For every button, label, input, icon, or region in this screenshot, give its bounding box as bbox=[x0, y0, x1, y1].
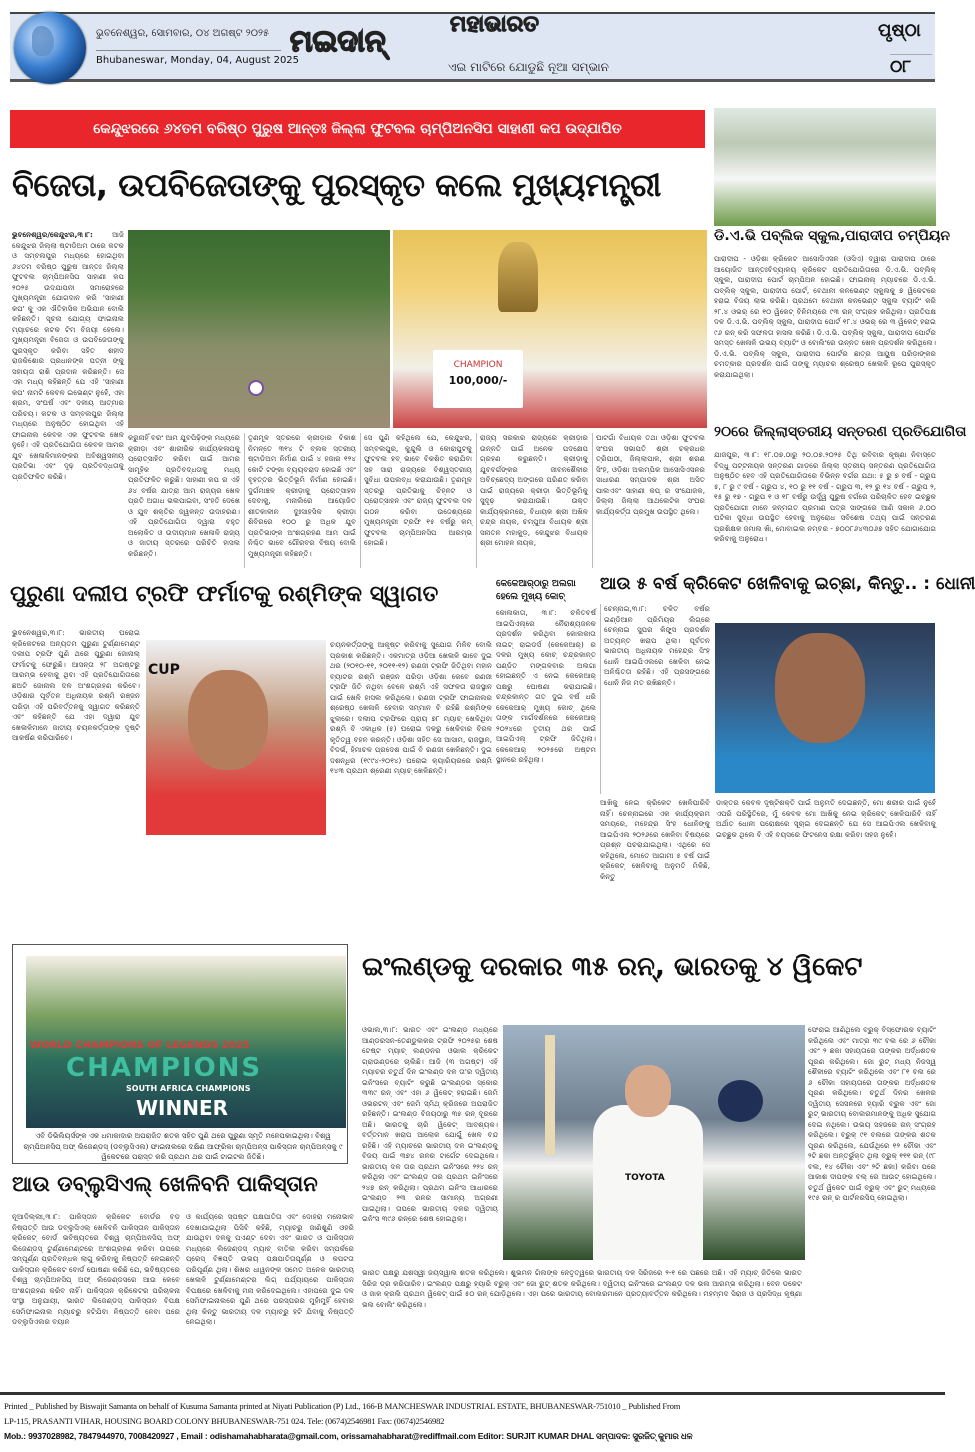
lead-kicker: କେନ୍ଦୁଝରରେ ୬୪ତମ ବରିଷ୍ଠ ପୁରୁଷ ଆନ୍ତଃ ଜିଲ୍ଲା ଫୁଟବଲ ଚାମ୍ପିଅନସିପ ସାହାଣୀ କପ ଉଦ୍‌ଯାପିତ bbox=[10, 110, 705, 148]
photo-trophy-presentation bbox=[393, 230, 707, 428]
wcl-caption: ଏବି ଡିଭିଲିୟର୍ସଙ୍କ ଏକ ଧମାକାଦାର ଅପରାଜିତ ଶତକ ସହିତ ପୁଣି ଥରେ ପୁରୁଣା ସ୍ମୃତି ମନେପକାଇଥିଲା। ବିଶ୍ୱ ଚାମ୍ପିଅନସିପ୍ ଅଫ୍ ଲିଜେଣ୍ଡସ୍ (ଡବ୍ଲୁସିଏଲ) ଫାଇନାଲରେ ଦକ୍ଷିଣ ଆଫ୍ରିକା ଚାମ୍ପିଅନ୍ସ ପାକିସ୍ତାନ ଚାମ୍ପିଅନ୍ସକୁ ୯ ୱିକେଟରେ ପରାସ୍ତ କରି ପ୍ରଥମ ଥର ପାଇଁ ଟାଇଟଲ ଜିତିଛି। bbox=[23, 1131, 343, 1161]
dhoni-col-2: ଆଖିକୁ ନେଇ କ୍ରିକେଟ ଖେଳିପାରିବି ନାହିଁ। ଚେନ୍ନାଇରେ ଏକ କାର୍ଯ୍ୟକ୍ରମ ସମୟରେ, ମହେନ୍ଦ୍ର ସିଂହ ଧୋନିଙ୍କୁ ଆଇପିଏଲ ୨୦୨୬ରେ ଖେଳିବା ବିଷୟରେ ପ୍ରଶ୍ନ ପଚରାଯାଇଥିଲା। ଏଥିରେ ସେ କହିଥିଲେ, ମୋତେ ଆଗାମୀ ୫ ବର୍ଷ ପାଇଁ କ୍ରିକେଟ୍ ଖେଳିବାକୁ ଅନୁମତି ମିଳିଛି, କିନ୍ତୁ bbox=[600, 798, 710, 881]
cheque-amount: 100,000/- bbox=[448, 374, 508, 387]
newspaper-brand: ମହାଭାରତ bbox=[450, 12, 539, 37]
eng-col-2: ଭାରତ ପକ୍ଷରୁ ଯଶସ୍ୱୀ ଜୟସ୍ୱାଲ ଶତକ କରିଥିଲେ। ଶୁଭମନ ଗିଲଙ୍କ ନେତୃତ୍ୱରେ ଭାରତୀୟ ଦଳ ସିରିଜରେ ୨-୧ ରେ ପଛରେ ଅଛି। ଏହି ମ୍ୟାଚ୍ ଜିତିଲେ ଭାରତ ସିରିଜ ଡ୍ର କରିପାରିବ। ଇଂଲଣ୍ଡ ପକ୍ଷରୁ ହ୍ୟାରି ବ୍ରୁକ୍ ଏବଂ ଜୋ ରୁଟ୍ ଶତକ କରିଥିଲେ। ଦ୍ୱିତୀୟ ଇନିଂସରେ ଇଂଲଣ୍ଡ ଦଳ ଭଲ ଆରମ୍ଭ କରିଥିଲା। ବେନ ଡକେଟ ଓ ଜାକ କ୍ରଲି ପ୍ରଥମ ୱିକେଟ୍ ପାଇଁ ୫୦ ରନ୍ ଯୋଡ଼ିଥିଲେ। ଏହା ପରେ ଭାରତୀୟ ବୋଲରମାନେ ପ୍ରତ୍ୟାବର୍ତ୍ତନ କରିଥିଲେ। ମହମ୍ମଦ ସିରାଜ ଓ ପ୍ରସିଦ୍ଧ କୃଷ୍ଣା ଭଲ ବୋଲିଂ କରିଥିଲେ। bbox=[362, 1268, 802, 1309]
ranji-headline: ପୁରୁଣା ଦଲୀପ ଟ୍ରଫି ଫର୍ମାଟକୁ ରଶ୍ମିଙ୍କ ସ୍ୱାଗତ bbox=[10, 582, 439, 607]
lead-col-1 bbox=[12, 230, 124, 570]
imprint-line-1: Printed _ Published by Biswajit Samanta on behalf of Kusuma Samanta printed at Niyati Publication (P) Ltd., 166-B MANCHESWAR INDUSTRIAL ESTATE, BHUBANESWAR-751010 _ Published From bbox=[4, 1401, 681, 1411]
photo-backdrop-text: CUP bbox=[148, 662, 180, 678]
bat-icon bbox=[545, 1035, 555, 1155]
tagline: ଏଇ ମାଟିରେ ଯୋଡୁଛି ନୂଆ ସମ୍ଭାନ bbox=[448, 60, 609, 74]
school-headline: ଡି.ଏ.ଭି ପବ୍ଲିକ ସ୍କୁଲ,ପାରାଦୀପ ଚମ୍ପିୟନ bbox=[714, 228, 951, 244]
kkr-headline-line1: କେକେଆର୍‌ଠାରୁ ଅଲଗା bbox=[496, 579, 576, 589]
lead-col-1-text: ଆଜି କେନ୍ଦୁଝର ଜିଲ୍ଲା ଷ୍ଟାଡିଅମ ଠାରେ କଟକ ଓ ସମ୍ବଲପୁର ମଧ୍ୟରେ ହୋଇଥିବା ୬୪ତମ ବରିଷ୍ଠ ପୁରୁଷ ଆନ୍ତଃ ଜିଲ୍ଲା ଫୁଟବଲ ଚାମ୍ପିଅନସିପ ସାହାଣୀ କପ ୨୦୨୫ ଉଦଯାପନୀ ସମାରୋହରେ ମୁଖ୍ୟମନ୍ତ୍ରୀ ଯୋଗଦାନ କରି 'ସାହାଣୀ କପ' କୁ ଏକ ଐତିହାସିକ ଅଭିଯାନ ବୋଲି କହିଛନ୍ତି। ସୂଚନା ଯୋଗ୍ୟ ଫାଇନାଲ ମ୍ୟାଚରେ କଟକ ଟିମ ବିଜୟୀ ହେଲେ। ମୁଖ୍ୟମନ୍ତ୍ରୀ ବିଜେତା ଓ ଉପବିଜେତାଙ୍କୁ ପୁରସ୍କୃତ କରିବା ସହିତ ଶହୀଦ ରାଜକିଶୋର ପ୍ରଧାନଙ୍କ ପତ୍ନୀ ଙ୍କୁ ସହାୟତା ରାଶି ପ୍ରଦାନ କରିଛନ୍ତି। ସେ ଏହା ମଧ୍ୟ କହିଛନ୍ତି ଯେ ଏହି 'ସାହାଣୀ କପ' ନାମଟି କେବଳ ଇଭେଣ୍ଟ ନୁହେଁ, ଏହା ଶ୍ରମ, ସଂଘର୍ଷ ଏବଂ ଦଳୀୟ ଆତ୍ମାର ପରିଚୟ। କଟକ ଓ ସମ୍ବଲପୁର ଜିଲ୍ଲା ମଧ୍ୟରେ ଅନୁଷ୍ଠିତ ହୋଇଥିବା ଏହି ଫାଇନାଲ କେବଳ ଏକ ଫୁଟବଲ ଖେଳ ନୁହେଁ। ଏହି ପ୍ରତିଯୋଗିତା କେବଳ ଆମର ଯୁବ ଖେଳାଳିମାନଙ୍କର ଅବିଶ୍ୱସନୀୟ ପ୍ରତିଭା ଏବଂ ଦୃଢ଼ ପ୍ରତିବଦ୍ଧତାକୁ ପ୍ରତିଫଳିତ କରିଛି। bbox=[12, 230, 124, 481]
pak-headline: ଆଉ ଡବ୍ଲୁସିଏଲ୍ ଖେଳିବନି ପାକିସ୍ତାନ bbox=[12, 1172, 318, 1196]
ranji-col-2: ଚୟନକର୍ତ୍ତାଙ୍କୁ ଆକୃଷ୍ଟ କରିବାକୁ ସୁଯୋଗ ମିଳିବ ବୋଲି ପ୍ରକାଶ କରିଛନ୍ତି। ଏକମାତ୍ର ଓଡ଼ିଆ ଖେଳାଳି ଭାବେ ଦୁଇ ଥର (୨୦୧୦-୧୧, ୨୦୧୧-୧୨) ରଣଜୀ ଟ୍ରଫି ଜିତିଥିବା ମହାନ ବ୍ୟାଟର ରଶ୍ମି ରଞ୍ଜନ ପରିଡ଼ା ଓଡ଼ିଶା କେବେ ରଣଜୀ ଟ୍ରଫି ଜିତି ନଥିବା ବେଳେ ରଶ୍ମି ଏହି ସଫଳତା ରାଜସ୍ଥାନ ପାଇଁ ଖେଳି ହାସଲ କରିଥିଲେ। ରଣଜୀ ଟ୍ରଫି ଫାଇନାଲର ଶ୍ରେଷ୍ଠ ଖେଳାଳି ହେବାର ସମ୍ମାନ ବି ରହିଛି ରଶ୍ମିଙ୍କ ଝୁଲାରେ। ଦଲୀପ ଟ୍ରଫିରେ ପ୍ରାୟ ୭୮ ମ୍ୟାଚ୍ ଖେଳିଥିବା ରଶ୍ମି ବି ଏକାଧିକ (୫) ଘରୋଇ ଦଳରୁ ଖେଳିବାର ବିରଳ କୃତିତ୍ୱ ବହନ କରନ୍ତି। ଓଡ଼ିଶା ସହିତ ସେ ଆସାମ, ରାଜସ୍ଥାନ, ବିଦର୍ଭ, ହିମାଚଳ ପ୍ରଦେଶ ପାଇଁ ବି ରଣଜୀ ଖେଳିଛନ୍ତି। ଦୁଇ ଦଶନ୍ଧିର (୧୯୯୪-୨୦୧୪) ଘରୋଇ କ୍ୟାରିୟରରେ ରଶ୍ମି ୧୪୩ ପ୍ରଥମ ଶ୍ରେଣୀ ମ୍ୟାଚ୍ ଖେଳିଛନ୍ତି। bbox=[330, 640, 492, 775]
imprint-footer bbox=[0, 1392, 945, 1452]
lead-col-6: ଘାଟଗାଁ ବିଧାୟକ ତଥା ଓଡ଼ିଶା ଫୁଟବଲ ସଂଘର ସଭାପତି ଶ୍ରୀ ଚକ୍ରଧର ତ୍ରିପାଠୀ, ଜିଲ୍ଲାପାଳ, ଶ୍ରୀ ଶରଣ ସିଂହ, ଓଡ଼ିଶା ଅଲମ୍ପିକ ଆସୋସିଏସନର ସାଧାରଣ ସମ୍ପାଦକ ଶ୍ରୀ ଅସିତ ପାଲଏବଂ ସାହାଣୀ କପ୍ ର ସଂଯୋଜକ, ଜିଲ୍ଲା ଜିଲ୍ଲା ଆଥଲେଟିକ ସଂଘର କାର୍ଯ୍ୟକର୍ତ୍ତା ପ୍ରମୁଖ ଉପସ୍ଥିତ ଥିଲେ। bbox=[592, 433, 705, 568]
imprint-line-3 bbox=[4, 1429, 941, 1444]
dhoni-col-3: ଡାକ୍ତର କେବଳ ଦୃଷ୍ଟିଶକ୍ତି ପାଇଁ ଅନୁମତି ଦେଇଛନ୍ତି, ମୋ ଶରୀର ପାଇଁ ନୁହେଁ ଏପରି ପରିସ୍ଥିତିରେ, ମୁଁ କେବଳ ମୋ ଆଖିକୁ ନେଇ କ୍ରିକେଟ୍ ଖେଳିପାରିବି ନାହିଁ ଅର୍ଥାତ ଧୋନୀ ପରୋକ୍ଷରେ ସୂଚାଇ ଦେଇଛନ୍ତି ଯେ ସେ ଆଇପିଏଲ ଖେଳିବାକୁ ଇଚ୍ଛୁକ ଥିଲେ ବି ଏହି ବୟସରେ ଫିଟନେସ ରକ୍ଷା କରିବା ସହଜ ନୁହେଁ। bbox=[716, 798, 936, 839]
section-name: ମଇଦାନ୍ bbox=[290, 24, 386, 59]
photo-school-team bbox=[714, 108, 936, 226]
lead-col-3: ତୃଣମୂଳ ସ୍ତରରେ କ୍ରୀଡ଼ାର ବିକାଶ ନିମନ୍ତେ ୩୧୪ ଟି ବ୍ଲକ ସ୍ତରୀୟ ଷ୍ଟାଡିଅମ ନିର୍ମାଣ ପାଇଁ ୪ ହଜାର ୧୨୪ କୋଟି ଟଙ୍କା ବ୍ୟୟବରାଦ ହୋଇଛି ଏବଂ ବୃହତ୍ତର ଭିତ୍ତିଭୂମି ନିର୍ମାଣ ହୋଇଛି। ଦୁର୍ଗମାଞ୍ଚଳ କ୍ରୀଡ଼ାକୁ ପ୍ରୋତ୍ସାହନ ଦେବାକୁ, ମନାଲିରେ ଆୟୋଜିତ ଶୀତକାଳୀନ ଦୁଃସାହସିକ କ୍ରୀଡ଼ା ଶିବିରରେ ୧୦୦ ରୁ ଅଧିକ ଯୁବ ପ୍ରତିଭାଙ୍କ ଅଂଶଗ୍ରହଣ ଆମ ପାଇଁ ନିଶ୍ଚିତ ଭାବେ ଗୌରବର ବିଷୟ ବୋଲି ମୁଖ୍ୟମନ୍ତ୍ରୀ କହିଛନ୍ତି। bbox=[244, 433, 356, 568]
wcl-sub-text: SOUTH AFRICA CHAMPIONS bbox=[126, 1084, 251, 1093]
cheque-title: CHAMPION bbox=[453, 360, 503, 370]
trophy-icon bbox=[498, 242, 538, 312]
photo-harry-brook bbox=[503, 1025, 805, 1260]
imprint-contact: Mob.: 9937028982, 7847944970, 7008420927 , Email : odishamahabharata@gmail.com, orissamahabharat@rediffmail.com bbox=[4, 1431, 476, 1441]
dhoni-col-1: ଚେନ୍ନାଇ,୩।୮: ଚଳିତ ବର୍ଷର ଇଣ୍ଡିଆନ ପ୍ରିମିୟର ଲିଗ୍‌ରେ ଚେନ୍ନାଇ ସୁପର କିଙ୍ଗ୍ସ ପ୍ରଦର୍ଶନ ଅତ୍ୟନ୍ତ ଖରାପ ଥିଲା। ପୂର୍ବତନ ଭାରତୀୟ ଅଧିନାୟକ ମହେନ୍ଦ୍ର ସିଂହ ଧୋନି ଆଇପିଏଲରେ ଖେଳିବା ନେଇ ଅନିଶ୍ଚିତତା ରହିଛି। ଏହି ପ୍ରସଙ୍ଗରେ ଧୋନି ନିଜ ମତ ରଖିଛନ୍ତି। bbox=[600, 604, 710, 794]
lead-col-5: ରାଜ୍ୟ ସରକାର ରାଜ୍ୟରେ କ୍ରୀଡ଼ାର ଉନ୍ନତି ପାଇଁ ଅନେକ ପଦକ୍ଷେପ ଗ୍ରହଣ କରୁଛନ୍ତି। କ୍ରୀଡ଼ାକୁ ଯୁବବର୍ଗଙ୍କର ଜୀବନଶୈଳୀର ଅବିଚ୍ଛେଦ୍ୟ ଅଙ୍ଗରେ ପରିଣତ କରିବା ପାଇଁ ରାଜ୍ୟରେ କ୍ରୀଡ଼ା ଭିତ୍ତିଭୂମିକୁ ସୁଦୃଢ଼ କରାଯାଉଛି। ଉକ୍ତ କାର୍ଯ୍ୟକ୍ରମରେ, ବିଧାୟକ ଶ୍ରୀ ଅଖିଳ ଚନ୍ଦ୍ର ନାୟକ, ଚମ୍ପୁଆ ବିଧାୟକ ଶ୍ରୀ ସନାତନ ମହାକୁଡ଼, କେନ୍ଦୁଝର ବିଧାୟକ ଶ୍ରୀ ମୋହନ ନାୟକ, bbox=[476, 433, 588, 568]
champion-cheque bbox=[433, 350, 523, 408]
page-number: ୦୮ bbox=[890, 54, 932, 77]
lead-headline: ବିଜେତା, ଉପବିଜେତାଙ୍କୁ ପୁରସ୍କୃତ କଲେ ମୁଖ୍ୟମନ୍ତ୍ରୀ bbox=[12, 166, 661, 204]
face-shape bbox=[188, 670, 268, 770]
football-icon bbox=[248, 380, 264, 396]
swim-headline: ୨୦ରେ ଜିଲ୍ଲାସ୍ତରୀୟ ସନ୍ତରଣ ପ୍ରତିଯୋଗିତା bbox=[714, 424, 967, 440]
kkr-headline bbox=[496, 578, 596, 604]
pak-col-2: ଓ କାର୍ଯ୍ୟରେ ସ୍ପଷ୍ଟ ପକ୍ଷପାତିତା ଏବଂ ଦୋହରା ମନୋଭାବ ଦେଖାଯାଇଥିଲା ପିସିବି କହିଛି, ମ୍ୟାଚରୁ ଜାଣିଶୁଣି ଓହରି ଯାଉଥିବା ଦଳକୁ ପଏଣ୍ଟ ଦେବା ଏବଂ ଭାରତ ଓ ପାକିସ୍ତାନ ମଧ୍ୟରେ ଲିଜେଣ୍ଡସ୍ ମ୍ୟାଚ୍ ବାତିଲ କରିବା ସମ୍ପର୍କରେ ପ୍ରେସ୍ ବିଜ୍ଞପ୍ତି ଉଭୟ ପକ୍ଷପାତିତାପୂର୍ଣ୍ଣ ଓ କପଟତା ପରିପୂର୍ଣ୍ଣ ଥିଲା। ଶିଖର ଧାୱନଙ୍କ ସମେତ ଅନେକ ଭାରତୀୟ ଖେଳାଳି ଟୁର୍ଣ୍ଣାମେଣ୍ଟର ଲିଗ୍ ପର୍ଯ୍ୟାୟରେ ପାକିସ୍ତାନ ବିପକ୍ଷରେ ଖେଳିବାକୁ ମନା କରିଦେଇଥିଲେ। ଏହାପରେ ଦୁଇ ଦଳ ସେମିଫାଇନାଲରେ ପୁଣି ଥରେ ପରସ୍ପରର ମୁହାଁମୁହିଁ ହେବାର ଥିଲା କିନ୍ତୁ ଭାରତୀୟ ଦଳ ମ୍ୟାଚ୍‌ରୁ ହଟି ଯିବାକୁ ନିଷ୍ପତ୍ତି ନେଇଥିଲା। bbox=[186, 1212, 354, 1326]
swim-body: ଯାଜପୁର, ୩।୮: ୧୮.୦୭.ଠାରୁ ୨୦.୦୭.୨୦୨୫ ତିଥି ରବିବାର କୃଷ୍ଣା ନିବାସ୍ତେ ବିଦ୍ଧୁ ପଟ୍ଟନାୟକ ସନ୍ତରଣ ଗାଡ଼ରେ ଜିଲ୍ଲା ସ୍ତରୀୟ ସନ୍ତରଣ ପ୍ରତିଯୋଗିତା ଅନୁଷ୍ଠିତ ହେବ ଏହି ପ୍ରତିଯୋଗିତାରେ ବିଭିନ୍ନ ବର୍ଗର ଯଥା: ୫ ରୁ ୭ ବର୍ଷ - ଗ୍ରୁପ ୫, ୮ ରୁ ୯ ବର୍ଷ - ଗ୍ରୁପ ୪, ୧୦ ରୁ ୧୧ ବର୍ଷ - ଗ୍ରୁପ ୩, ୧୨ ରୁ ୧୪ ବର୍ଷ - ଗ୍ରୁପ ୨, ୧୫ ରୁ ୧୭ - ଗ୍ରୁପ ୧ ଓ ୧୮ ବର୍ଷରୁ ଉର୍ଦ୍ଧ୍ୱ ପୁରୁଷ ବର୍ଗରେ ପରିଚାଳିତ ହେବ ଇଚ୍ଛୁକ ପ୍ରତିଯୋଗୀ ମାନେ ଜନ୍ମଗତ ପ୍ରମାଣ ପତ୍ର ସାଙ୍ଗରେ ଆଣି ସକାଳ ୬.୦୦ ଘଟିକା ସୁଦ୍ଧା ଉପସ୍ଥିତ ହେବାକୁ ଅନୁରୋଧ ସବିଶେଷ ତଥ୍ୟ ପାଇଁ ସନ୍ତରଣ ପ୍ରଶିକ୍ଷକ ଜମାଲ ଖାଁ, ମୋବାଇଲ ନମ୍ବର - ୭୦୦୮୬୪୩୦୬୭ ସହିତ ଯୋଗାଯୋଗ କରିବାକୁ ଅନୁରୋଧ। bbox=[714, 450, 936, 543]
eng-col-3: ଫେରାଇ ଆଣିଥିଲେ ବ୍ରୁକ୍ ବିସ୍ଫୋରକ ବ୍ୟାଟିଂ କରିଥିଲେ ଏବଂ ମାତ୍ର ୩୯ ବଲ ରେ ୬ ଚୌକା ଏବଂ ୨ ଛକା ସହାୟତାରେ ତାଙ୍କର ଅର୍ଦ୍ଧଶତକ ପୂରଣ କରିଥିଲେ। ଜୋ ରୁଟ୍ ମଧ୍ୟ ନିଜସ୍ୱ ଶୈଳୀରେ ବ୍ୟାଟିଂ କରିଥିଲେ ଏବଂ ୮୧ ବଲ ରେ ୬ ଚୌକା ସହାୟତାରେ ତାଙ୍କର ଅର୍ଦ୍ଧଶତକ ପୂରଣ କରିଥିଲେ। ଚତୁର୍ଥ ଦିନର ଖେଳର ଦ୍ୱିତୀୟ ସେସନରେ ହ୍ୟାରି ବ୍ରୁକ ଏବଂ ଜୋ ରୁଟ୍ ଭାରତୀୟ ବୋଲରମାନଙ୍କୁ ଅଧିକ ସୁଯୋଗ ଦେଇ ନଥିଲେ। ଉଭୟ ସହଜରେ ରନ୍ ସଂଗ୍ରହ କରିଥିଲେ। ବ୍ରୁକ୍ ୯୧ ବଲରେ ତାଙ୍କର ଶତକ ପୂରଣ କରିଥିଲେ, ଯେଉଁଥିରେ ୧୨ ଚୌକା ଏବଂ ୨ଟି ଛକା ଅନ୍ତର୍ଭୁକ୍ତ ଥିଲା ବ୍ରୁକ୍ ୧୧୧ ରନ୍ (୯୮ ବଲ, ୧୪ ଚୌକା ଏବଂ ୨ଟି ଛକା) କରିବା ପରେ ଆକାଶ ଦୀପଙ୍କ ବଲ୍ ରେ ଆଉଟ୍ ହୋଇଥିଲେ। ଚତୁର୍ଥ ୱିକେଟ ପାଇଁ ବ୍ରୁକ୍ ଏବଂ ରୁଟ୍ ମଧ୍ୟରେ ୧୯୫ ରନ୍ ର ପାର୍ଟନରସିପ୍ ହୋଇଥିଲା। bbox=[808, 1025, 936, 1202]
dhoni-headline: ଆଉ ୫ ବର୍ଷ କ୍ରିକେଟ ଖେଳିବାକୁ ଇଚ୍ଛା, କିନ୍ତୁ.. : ଧୋନୀ bbox=[600, 574, 975, 594]
photo-wcl-champions bbox=[26, 956, 346, 1128]
helmet-icon bbox=[718, 1080, 763, 1122]
globe-logo-icon bbox=[14, 12, 86, 84]
page-label: ପୃଷ୍ଠା bbox=[878, 20, 921, 41]
photo-rashmi bbox=[146, 640, 326, 835]
lead-col-2: କରୁନାହିଁ ବରଂ ଆମ ଯୁବପିଢ଼ିଙ୍କ ମଧ୍ୟରେ କ୍ରୀଡ଼ା ଏବଂ ଶାରୀରିକ କାର୍ଯ୍ୟକଳାପକୁ ପ୍ରୋତ୍ସାହିତ କରିବା ପାଇଁ ଆମର ସାମୂହିକ ପ୍ରତିବଦ୍ଧତାକୁ ମଧ୍ୟ ପ୍ରତିଫଳିତ କରୁଛି। ସାହାଣୀ କପ ର ଏହି ୬୪ ବର୍ଷର ଯାତ୍ରା ଆମ ରାଜ୍ୟର ଖେଳ ପ୍ରତି ଅଗାଧ ଭଲପାଇବା, ସଂହତି ଦେଖେ ଓ ଯୁବ ଶକ୍ତିର ଜ୍ୱଳନ୍ତ ଉଦାହରଣ। ଏହି ପ୍ରତିଯୋଗିତା ଦ୍ୱାରା ବହୁତ ଅଲୋକିତ ଓ ଉଦୀୟମାନ ଖେଳାଳି ରାଜ୍ୟ ଓ ଜାତୀୟ ସ୍ତରରେ ପରିଚିତି ହାସଲ କରିଛନ୍ତି। bbox=[128, 433, 240, 558]
date-odia: ଭୁବନେଶ୍ୱର, ସୋମବାର, ୦୪ ଅଗଷ୍ଟ ୨୦୨୫ bbox=[96, 28, 270, 39]
wcl-big-text: CHAMPIONS bbox=[66, 1053, 263, 1083]
photo-cm-kickoff bbox=[128, 230, 390, 428]
face-shape bbox=[625, 1065, 671, 1117]
lead-dateline: ଭୁବନେଶ୍ୱର/କେନ୍ଦୁଝର,୩।୮: bbox=[12, 230, 93, 239]
photo-dhoni bbox=[715, 623, 935, 793]
photo-sponsor-text: TOYOTA bbox=[625, 1173, 665, 1183]
pak-col-1: ନୂଆଦିଲ୍ଲୀ,୩।୮: ପାକିସ୍ତାନ କ୍ରିକେଟ ବୋର୍ଡର ବଡ଼ ନିଷ୍ପତ୍ତି ଆଉ ଡବ୍ଲୁସିଏଲ୍ ଖେଳିବନି ପାକିସ୍ତାନ ପାକିସ୍ତାନ କ୍ରିକେଟ୍ ବୋର୍ଡ ଭବିଷ୍ୟତରେ ବିଶ୍ୱ ଚାମ୍ପିଅନସିପ୍ ଅଫ୍ ଲିଜେଣ୍ଡସ୍ ଟୁର୍ଣ୍ଣାମେଣ୍ଟରେ ଅଂଶଗ୍ରହଣ କରିବା ଉପରେ ସମ୍ପୂର୍ଣ୍ଣ ପ୍ରତିବନ୍ଧକ ଲାଗୁ କରିବାକୁ ନିଷ୍ପତ୍ତି ନେଇଛନ୍ତି ପାକିସ୍ତାନ କ୍ରିକେଟ ବୋର୍ଡ ଘୋଷଣା କରିଛି ଯେ, ଭବିଷ୍ୟତରେ ବିଶ୍ୱ ଚାମ୍ପିଅନସିପ୍ ଅଫ୍ ଲିଜେଣ୍ଡସରେ ଆଉ କେବେ ଅଂଶଗ୍ରହଣ କରିବ ନାହିଁ। ପାକିସ୍ତାନ କ୍ରିକେଟର ପରିଚାଳନା ସଂସ୍ଥା ଅନୁଯାୟୀ, ଭାରତ ଲିଜେଣ୍ଡସ୍ ପାକିସ୍ତାନ ବିପକ୍ଷ ସେମିଫାଇନାଲ ମ୍ୟାଚରୁ ହଟିଯିବା ନିଷ୍ପତ୍ତି ନେବା ପରେ ଡବ୍ଲୁସିଏଲର ବୟାନ bbox=[12, 1212, 180, 1326]
lead-col-4: ସେ ପୁଣି କହିଥିଲେ ଯେ, କେନ୍ଦୁଝର, ସମ୍ବଲପୁର, କୁନ୍ଦୁଲି ଓ କୋରାପୁଟକୁ ଫୁଟବଲ ହବ୍ ଭାବେ ବିକଶିତ କରାଯିବା ସହ ସାରା ରାଜ୍ୟରେ ବିଶ୍ୱସ୍ତରୀୟ ସୁବିଧା ଉପଲବ୍ଧ କରାଯାଉଛି। ତୃଣମୂଳ ସ୍ତରରୁ ପ୍ରତିଭାକୁ ଚିହ୍ନଟ ଓ ପ୍ରୋତ୍ସାହନ ଏବଂ ରାଜ୍ୟ ଫୁଟବଲ ଦଳ ଗଠନ କରିବା ଉଦ୍ଦେଶ୍ୟରେ ମୁଖ୍ୟମନ୍ତ୍ରୀ ଟ୍ରଫି ୧୫ ବର୍ଷରୁ କମ୍ ଫୁଟବଲ ଚାମ୍ପିଅନସିପ ଆରମ୍ଭ ହୋଇଛି। bbox=[360, 433, 472, 568]
face-shape bbox=[775, 633, 865, 743]
imprint-editor-odia: ସମ୍ପାଦକ: ସୁରଜିତ୍ କୁମାର ଧଳ bbox=[595, 1431, 693, 1441]
kkr-headline-line2: ହେଲେ ମୁଖ୍ୟ କୋଚ୍ bbox=[496, 592, 565, 602]
school-body: ପାରାଦୀପ - ଓଡ଼ିଶା କ୍ରିକେଟ ଆସୋସିଏସନ (ଓସିଏ) ଦ୍ୱାରା ପାରାଦୀପ ଠାରେ ଆୟୋଜିତ ଆନ୍ତଃବିଦ୍ୟାଳୟ କ୍ରିକେଟ ପ୍ରତିଯୋଗିତାରେ ଡି.ଏ.ଭି. ପବ୍ଲିକ୍ ସ୍କୁଲ, ପାରାଦୀପ ପୋର୍ଟ ଚାମ୍ପିଅନ ହୋଇଛି। ଫାଇନାଲ୍ ମ୍ୟାଚରେ ଡି.ଏ.ଭି. ପବ୍ଲିକ୍ ସ୍କୁଲ, ପାରାଦୀପ ପୋର୍ଟ, ବେଥାନୀ କନଭେଣ୍ଟ ସ୍କୁଲକୁ ୭ ୱିକେଟରେ ହରାଇ ବିଜୟ ଲାଭ କରିଛି। ପ୍ରଥମେ ବେଥାନୀ କନଭେଣ୍ଟ ସ୍କୁଲ ବ୍ୟାଟିଂ କରି ୨୮.୪ ଓଭର୍ ରେ ୧୦ ୱିକେଟ୍ ବିନିମୟରେ ୯୩ ରନ୍ ସଂଗ୍ରହ କରିଥିଲା। ପ୍ରତିପକ୍ଷ ଦଳ ଡି.ଏ.ଭି. ପବ୍ଲିକ୍ ସ୍କୁଲ, ପାରାଦୀପ ପୋର୍ଟ ୧୮.୪ ଓଭର୍ ରେ ୩ ୱିକେଟ୍ ହରାଇ ୯୬ ରନ୍ କରି ସଫଳତା ହାସଲ କରିଛି। ଡି.ଏ.ଭି. ପବ୍ଲିକ୍ ସ୍କୁଲ, ପାରାଦୀପ ପୋର୍ଟର ସମସ୍ତ ଖେଳାଳି ଉଭୟ ବ୍ୟାଟିଂ ଓ ବୋଲିଂରେ ଉନ୍ନତ ଖେଳ ପ୍ରଦର୍ଶନ କରିଥିଲେ। ଡି.ଏ.ଭି. ପବ୍ଲିକ୍ ସ୍କୁଲ, ପାରାଦୀପ ପୋର୍ଟର ଛାତ୍ର ଆୟୁଷ ପରିଡ଼ାଙ୍କର ଚମତ୍କାର ପ୍ରଦର୍ଶନ ପାଇଁ ତାଙ୍କୁ ମ୍ୟାଚର ଶ୍ରେଷ୍ଠ ଖେଳାଳି ରୂପେ ପୁରସ୍କୃତ କରାଯାଇଥିଲା। bbox=[714, 254, 936, 379]
date-english: Bhubaneswar, Monday, 04, August 2025 bbox=[96, 50, 281, 66]
kkr-body: କୋଲକାତା, ୩।୮: ଚଳିତବର୍ଷ ଆଇପିଏଲ୍‌ରେ ନୈରାଶ୍ୟଜନକ ପ୍ରଦର୍ଶନ କରିଥିବା କୋଲକାତା ନାଇଟ୍ ରାଇଡର୍ସ (କେକେଆର୍) ର ଦଳର ମୁଖ୍ୟ କୋଚ୍ ଚନ୍ଦ୍ରକାନ୍ତ ପଣ୍ଡିତ ମଙ୍ଗଳବାର ଅଲଗା ହୋଇଛନ୍ତି ଏ ନେଇ କେକେଆର୍ ପକ୍ଷରୁ ଘୋଷଣା କରାଯାଇଛି। ଚନ୍ଦ୍ରକାନ୍ତ ଗତ ଦୁଇ ବର୍ଷ ଧରି କେକେଆର୍ ମୁଖ୍ୟ କୋଚ୍ ଥିଲେ ତାଙ୍କ ମାର୍ଗଦର୍ଶନରେ କେକେଆର୍ ୨୦୨୪ରେ ତୃତୀୟ ଥର ପାଇଁ ଆଇପିଏଲ୍ ଟ୍ରଫି ଜିତିଥିଲା। କେକେଆର୍ ୨୦୨୫ରେ ଅଷ୍ଟମ ସ୍ଥାନରେ ରହିଥିଲା। bbox=[496, 608, 596, 764]
imprint-line-2: LP-115, PRASANTI VIHAR, HOUSING BOARD COLONY BHUBANESWAR-751 024. Tele: (0674)2546981 Fax: (0674)2546982 bbox=[4, 1416, 445, 1426]
imprint-editor: Editor: SURJIT KUMAR DHAL bbox=[477, 1431, 594, 1441]
wcl-winner-text: WINNER bbox=[136, 1096, 229, 1120]
ranji-col-1: ଭୁବନେଶ୍ୱର,୩।୮: ଭାରତୀୟ ଘରୋଇ କ୍ରିକେଟରେ ଅନ୍ୟତମ ପୁରୁଣା ଟୁର୍ଣ୍ଣାମେଣ୍ଟ ଦଲୀପ ଟ୍ରଫି ପୁଣି ଥରେ ପୁରୁଣା ଜୋନାଲ୍ ଫର୍ମାଟକୁ ଫେରୁଛି। ଆସନ୍ତା ୨୮ ଅଗଷ୍ଟରୁ ଆରମ୍ଭ ହେବାକୁ ଥିବା ଏହି ପ୍ରତିଯୋଗିତାରେ ଛଅଟି ଜୋନାଲ ଦଳ ଅଂଶଗ୍ରହଣ କରିବେ। ଓଡ଼ିଶାର ପୂର୍ବତନ ଅଧିନାୟକ ରଶ୍ମି ରଞ୍ଜନ ପରିଡ଼ା ଏହି ପରିବର୍ତ୍ତନକୁ ସ୍ୱାଗତ କରିଛନ୍ତି ଏବଂ କହିଛନ୍ତି ଯେ ଏହା ଦ୍ୱାରା ଯୁବ ଖେଳାଳିମାନେ ଜାତୀୟ ଚୟନକର୍ତ୍ତାଙ୍କ ଦୃଷ୍ଟି ଆକର୍ଷଣ କରିପାରିବେ। bbox=[12, 628, 140, 742]
eng-headline: ଇଂଲଣ୍ଡକୁ ଦରକାର ୩୫ ରନ୍, ଭାରତକୁ ୪ ୱିକେଟ bbox=[362, 952, 863, 982]
eng-col-1: ଓଭାଲ,୩।୮: ଭାରତ ଏବଂ ଇଂଲଣ୍ଡ ମଧ୍ୟରେ ଆଣ୍ଡରସନ-ତେଣ୍ଡୁଲକର ଟ୍ରଫି ୨୦୨୫ର ଶେଷ ଟେଷ୍ଟ ମ୍ୟାଚ୍ ଲଣ୍ଡନର ଓଭାଲ କ୍ରିକେଟ ଗ୍ରାଉଣ୍ଡରେ ଚାଲିଛି। ଆଜି (୩ ଅଗଷ୍ଟ) ଏହି ମ୍ୟାଚର ଚତୁର୍ଥ ଦିନ ଇଂଲଣ୍ଡ ଦଳ ତା'ର ଦ୍ୱିତୀୟ ଇନିଂସରେ ବ୍ୟାଟିଂ କରୁଛି ଇଂଲଣ୍ଡର ସ୍କୋର ୩୩୯ ରନ୍ ଏବଂ ଏହା ୬ ୱିକେଟ୍ ହରାଇଛି। ଜେମି ଓଭରଟନ୍ ଏବଂ ଜେମି ସ୍ମିଥ୍ କ୍ରିଜରେ ଅପରାଜିତ ରହିଛନ୍ତି। ଇଂଲଣ୍ଡ ବିଜୟଠାରୁ ୩୫ ରନ୍ ଦୂରରେ ଅଛି। ଭାରତକୁ ଚାରି ୱିକେଟ୍ ଆବଶ୍ୟକ। ବର୍ତ୍ତମାନ ଖରାପ ଆଲୋକ ଯୋଗୁଁ ଖେଳ ବନ୍ଦ ରହିଛି। ଏହି ମ୍ୟାଚରେ ଭାରତୀୟ ଦଳ ଇଂଲଣ୍ଡକୁ ବିଜୟ ପାଇଁ ୩୭୪ ରନର ଟାର୍ଗେଟ ଦେଇଥିଲେ। ଭାରତୀୟ ଦଳ ତାର ପ୍ରଥମ ଇନିଂସରେ ୨୨୪ ରନ୍ କରିଥିଲା ଏବଂ ଇଂଲଣ୍ଡ ତାର ପ୍ରଥମ ଇନିଂସରେ ୨୪୭ ରନ୍ କରିଥିଲା। ପ୍ରଥମ ଇନିଂସ ଆଧାରରେ ଇଂଲଣ୍ଡ ୨୩ ରନର ସାମାନ୍ୟ ଅଗ୍ରଣୀ ପାଇଥିଲା। ତାପରେ ଭାରତୀୟ ଦଳର ଦ୍ୱିତୀୟ ଇନିଂସ ୩୯୬ ରନ୍‌ରେ ଶେଷ ହୋଇଥିଲା। bbox=[362, 1025, 498, 1223]
wcl-banner-top: WORLD CHAMPIONS OF LEGENDS 2025 bbox=[30, 1040, 250, 1051]
